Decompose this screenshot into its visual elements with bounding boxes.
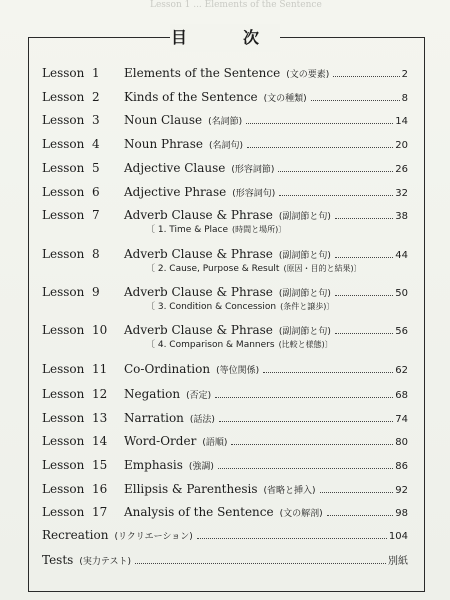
toc-entry-lesson-2[interactable] xyxy=(42,88,408,106)
lesson-title: Kinds of the Sentence xyxy=(124,90,258,104)
dot-leader xyxy=(247,147,393,148)
lesson-title-jp: (名詞句) xyxy=(208,141,243,151)
tests-title-jp: (実力テスト) xyxy=(79,557,131,567)
lesson-number: 17 xyxy=(92,505,108,519)
toc-entry-lesson-9[interactable] xyxy=(42,283,408,301)
lesson-label: Lesson xyxy=(42,458,85,472)
page-number: 8 xyxy=(401,93,408,104)
toc-entry-lesson-14[interactable] xyxy=(42,432,408,450)
lesson-title-jp: (話法) xyxy=(189,415,215,425)
lesson-title-jp: (否定) xyxy=(186,391,212,401)
dot-leader xyxy=(135,563,386,564)
lesson-title: Adverb Clause & Phrase xyxy=(124,208,273,222)
lesson-title: Analysis of the Sentence xyxy=(124,505,274,519)
lesson-number: 4 xyxy=(92,137,100,151)
page-number: 74 xyxy=(395,414,408,425)
lesson-number: 16 xyxy=(92,482,108,496)
toc-entry-lesson-11[interactable] xyxy=(42,360,408,378)
subtopic-text-jp: (条件と譲歩)〕 xyxy=(280,302,335,311)
subtopic-line xyxy=(146,300,406,314)
lesson-number: 3 xyxy=(92,113,100,127)
dot-leader xyxy=(218,468,393,469)
page-number: 80 xyxy=(395,437,408,448)
lesson-label: Lesson xyxy=(42,434,85,448)
lesson-title: Noun Clause xyxy=(124,113,203,127)
lesson-title: Elements of the Sentence xyxy=(124,66,281,80)
page-number: 38 xyxy=(395,211,408,222)
tests-title: Tests xyxy=(42,553,74,567)
lesson-title: Narration xyxy=(124,411,184,425)
lesson-label: Lesson xyxy=(42,285,85,299)
lesson-number: 8 xyxy=(92,247,100,261)
subtopic-text-jp: (時間と場所)〕 xyxy=(232,225,287,234)
page-number: 44 xyxy=(395,250,408,261)
dot-leader xyxy=(278,171,393,172)
lesson-title: Ellipsis & Parenthesis xyxy=(124,482,258,496)
dot-leader xyxy=(327,515,394,516)
lesson-number: 11 xyxy=(92,362,108,376)
lesson-number: 15 xyxy=(92,458,108,472)
lesson-number: 7 xyxy=(92,208,100,222)
lesson-title: Adjective Clause xyxy=(124,161,226,175)
lesson-label: Lesson xyxy=(42,387,85,401)
lesson-title: Adverb Clause & Phrase xyxy=(124,247,273,261)
lesson-number: 13 xyxy=(92,411,108,425)
toc-entry-lesson-16[interactable] xyxy=(42,480,408,498)
lesson-label: Lesson xyxy=(42,66,85,80)
lesson-label: Lesson xyxy=(42,90,85,104)
lesson-title-jp: (文の種類) xyxy=(263,94,307,104)
page-number: 86 xyxy=(395,461,408,472)
lesson-label: Lesson xyxy=(42,247,85,261)
lesson-number: 6 xyxy=(92,185,100,199)
toc-entry-lesson-8[interactable] xyxy=(42,245,408,263)
lesson-label: Lesson xyxy=(42,323,85,337)
lesson-title: Word-Order xyxy=(124,434,197,448)
dot-leader xyxy=(320,492,394,493)
subtopic-line xyxy=(146,223,406,237)
page-title: 目 次 xyxy=(170,24,280,52)
lesson-label: Lesson xyxy=(42,505,85,519)
recreation-title: Recreation xyxy=(42,528,109,542)
lesson-label: Lesson xyxy=(42,161,85,175)
toc-entry-lesson-15[interactable] xyxy=(42,456,408,474)
lesson-title-jp: (語順) xyxy=(202,438,228,448)
subtopic-text: 〔 1. Time & Place xyxy=(146,225,229,235)
subtopic-text: 〔 3. Condition & Concession xyxy=(146,302,277,312)
dot-leader xyxy=(231,444,393,445)
page-number: 26 xyxy=(395,164,408,175)
dot-leader xyxy=(219,421,393,422)
dot-leader xyxy=(279,195,393,196)
lesson-label: Lesson xyxy=(42,185,85,199)
subtopic-text-jp: (原因・目的と結果)〕 xyxy=(283,264,362,273)
toc-entry-lesson-5[interactable] xyxy=(42,159,408,177)
lesson-title: Emphasis xyxy=(124,458,183,472)
subtopic-line xyxy=(146,338,406,352)
lesson-title: Noun Phrase xyxy=(124,137,203,151)
recreation-title-jp: (リクリエーション) xyxy=(114,532,193,542)
lesson-title-jp: (文の要素) xyxy=(286,70,330,80)
page-number: 32 xyxy=(395,188,408,199)
lesson-title-jp: (副詞節と句) xyxy=(278,327,331,337)
toc-entry-tests[interactable] xyxy=(42,551,408,569)
dot-leader xyxy=(215,397,393,398)
lesson-number: 9 xyxy=(92,285,100,299)
dot-leader xyxy=(333,76,399,77)
page-number: 98 xyxy=(395,508,408,519)
toc-entry-lesson-7[interactable] xyxy=(42,206,408,224)
subtopic-text: 〔 4. Comparison & Manners xyxy=(146,340,275,350)
lesson-title: Adjective Phrase xyxy=(124,185,227,199)
lesson-title-jp: (形容詞句) xyxy=(232,189,276,199)
page-number: 2 xyxy=(401,69,408,80)
dot-leader xyxy=(335,218,393,219)
lesson-number: 2 xyxy=(92,90,100,104)
lesson-label: Lesson xyxy=(42,137,85,151)
dot-leader xyxy=(197,538,387,539)
lesson-number: 10 xyxy=(92,323,108,337)
lesson-title-jp: (等位関係) xyxy=(216,366,260,376)
lesson-number: 1 xyxy=(92,66,100,80)
lesson-title-jp: (省略と挿入) xyxy=(263,486,316,496)
subtopic-text: 〔 2. Cause, Purpose & Result xyxy=(146,264,280,274)
page-number: 68 xyxy=(395,390,408,401)
lesson-title-jp: (副詞節と句) xyxy=(278,251,331,261)
lesson-label: Lesson xyxy=(42,411,85,425)
toc-entry-lesson-17[interactable] xyxy=(42,503,408,521)
lesson-number: 5 xyxy=(92,161,100,175)
lesson-number: 12 xyxy=(92,387,108,401)
dot-leader xyxy=(335,257,393,258)
lesson-label: Lesson xyxy=(42,208,85,222)
lesson-title-jp: (強調) xyxy=(188,462,214,472)
dot-leader xyxy=(263,372,393,373)
lesson-title: Co-Ordination xyxy=(124,362,211,376)
lesson-title-jp: (副詞節と句) xyxy=(278,289,331,299)
page-number: 別紙 xyxy=(388,556,408,567)
bleed-through-text: Lesson 1 ... Elements of the Sentence xyxy=(150,0,322,10)
dot-leader xyxy=(335,333,393,334)
toc-entry-lesson-12[interactable] xyxy=(42,385,408,403)
toc-entry-lesson-1[interactable] xyxy=(42,64,408,82)
lesson-label: Lesson xyxy=(42,113,85,127)
lesson-label: Lesson xyxy=(42,362,85,376)
lesson-title: Adverb Clause & Phrase xyxy=(124,323,273,337)
page-number: 56 xyxy=(395,326,408,337)
page-number: 92 xyxy=(395,485,408,496)
toc-entry-lesson-4[interactable] xyxy=(42,135,408,153)
lesson-title: Negation xyxy=(124,387,181,401)
lesson-title-jp: (文の解剖) xyxy=(279,509,323,519)
subtopic-text-jp: (比較と様態)〕 xyxy=(278,340,333,349)
page-number: 20 xyxy=(395,140,408,151)
lesson-label: Lesson xyxy=(42,482,85,496)
page-number: 50 xyxy=(395,288,408,299)
lesson-title-jp: (形容詞節) xyxy=(231,165,275,175)
page-number: 62 xyxy=(395,365,408,376)
toc-entry-lesson-10[interactable] xyxy=(42,321,408,339)
lesson-number: 14 xyxy=(92,434,108,448)
dot-leader xyxy=(246,123,393,124)
lesson-title-jp: (名詞節) xyxy=(208,117,243,127)
dot-leader xyxy=(335,295,393,296)
subtopic-line xyxy=(146,262,406,276)
dot-leader xyxy=(311,100,400,101)
toc-entry-lesson-13[interactable] xyxy=(42,409,408,427)
lesson-title: Adverb Clause & Phrase xyxy=(124,285,273,299)
lesson-title-jp: (副詞節と句) xyxy=(278,212,331,222)
page-number: 14 xyxy=(395,116,408,127)
toc-entry-lesson-3[interactable] xyxy=(42,111,408,129)
toc-entry-recreation[interactable] xyxy=(42,526,408,544)
page-number: 104 xyxy=(388,531,408,542)
toc-entry-lesson-6[interactable] xyxy=(42,183,408,201)
